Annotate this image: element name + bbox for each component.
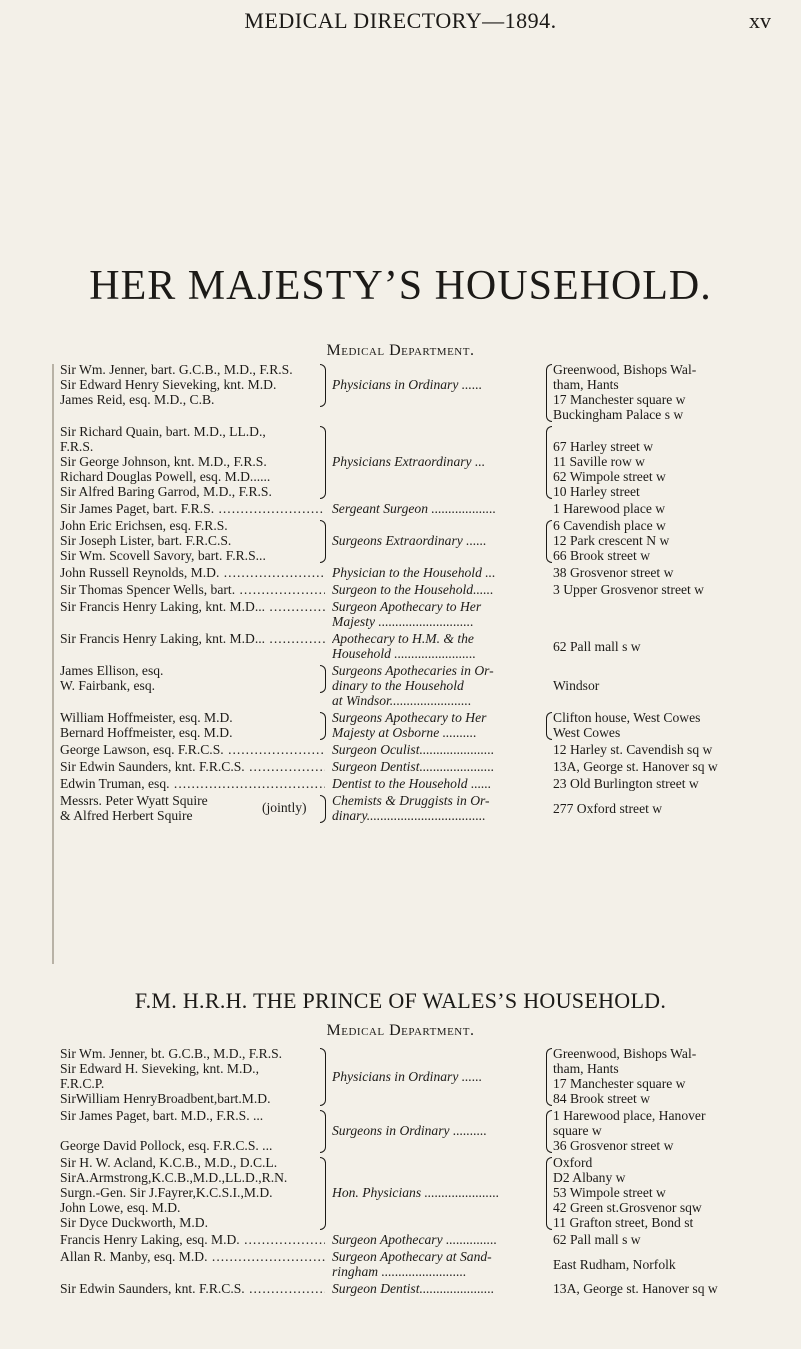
office-line: Dentist to the Household ...... <box>332 776 492 791</box>
practitioner-names <box>60 518 325 563</box>
practitioner-names <box>60 663 325 693</box>
practitioner-name: John Lowe, esq. M.D. <box>60 1200 181 1215</box>
address-line: 11 Grafton street, Bond st <box>553 1215 694 1230</box>
address-line: tham, Hants <box>553 377 619 392</box>
address-line: square w <box>553 1123 602 1138</box>
brace <box>320 1110 326 1153</box>
brace <box>320 1048 326 1106</box>
department-heading: Medical Department. <box>326 1022 475 1039</box>
address-line: 42 Green st.Grosvenor sqw <box>553 1200 702 1215</box>
address-line: 10 Harley street <box>553 484 640 499</box>
brace <box>320 665 326 693</box>
address-line: D2 Albany w <box>553 1170 626 1185</box>
address-line: 12 Harley st. Cavendish sq w <box>553 742 713 757</box>
office-line: Surgeon Apothecary at Sand- <box>332 1249 492 1264</box>
directory-entry <box>0 1232 801 1247</box>
address-line: West Cowes <box>553 725 621 740</box>
address <box>553 1281 798 1296</box>
practitioner-names <box>60 362 325 407</box>
address <box>553 518 798 563</box>
office-title <box>332 1069 550 1084</box>
practitioner-name: Messrs. Peter Wyatt Squire <box>60 793 208 808</box>
directory-entry <box>0 631 801 661</box>
practitioner-name: Sir Edward H. Sieveking, knt. M.D., <box>60 1061 259 1076</box>
practitioner-names <box>60 742 325 757</box>
address-line: Greenwood, Bishops Wal- <box>553 1046 697 1061</box>
address <box>553 362 798 422</box>
office-title <box>332 377 550 392</box>
practitioner-names <box>60 424 325 499</box>
household-table <box>0 1046 801 1298</box>
office-line: Majesty at Osborne .......... <box>332 725 477 740</box>
office-line: ringham ......................... <box>332 1264 467 1279</box>
practitioner-names <box>60 501 325 516</box>
address <box>553 565 798 580</box>
address-line <box>553 424 798 439</box>
practitioner-name <box>60 1123 325 1138</box>
practitioner-name: James Ellison, esq. <box>60 663 164 678</box>
brace <box>546 426 552 499</box>
address-line: 13A, George st. Hanover sq w <box>553 1281 718 1296</box>
office-title <box>332 533 550 548</box>
practitioner-name: Sir Francis Henry Laking, knt. M.D... ..... <box>60 599 325 614</box>
address <box>553 759 798 774</box>
practitioner-names <box>60 631 325 646</box>
directory-entry <box>0 1046 801 1106</box>
address <box>553 639 798 654</box>
address <box>553 1046 798 1106</box>
address <box>553 1257 798 1272</box>
office-line: at Windsor........................ <box>332 693 472 708</box>
address-line: Oxford <box>553 1155 593 1170</box>
office-title <box>332 1123 550 1138</box>
address <box>553 742 798 757</box>
directory-entry <box>0 663 801 708</box>
practitioner-name: Bernard Hoffmeister, esq. M.D. <box>60 725 233 740</box>
address-line: 277 Oxford street w <box>553 801 663 816</box>
directory-entry <box>0 776 801 791</box>
directory-entry <box>0 424 801 499</box>
directory-entry <box>0 1155 801 1230</box>
practitioner-name: James Reid, esq. M.D., C.B. <box>60 392 215 407</box>
practitioner-name: Sir Wm. Jenner, bart. G.C.B., M.D., F.R.S. <box>60 362 293 377</box>
practitioner-name: Sir Edwin Saunders, knt. F.R.C.S. ..... <box>60 759 325 774</box>
household-table <box>0 362 801 825</box>
office-title <box>332 759 550 774</box>
address <box>553 424 798 499</box>
office-line: Physicians in Ordinary ...... <box>332 1069 483 1084</box>
practitioner-name: Sir Richard Quain, bart. M.D., LL.D., <box>60 424 266 439</box>
directory-entry <box>0 582 801 597</box>
directory-entry <box>0 565 801 580</box>
office-line: Majesty ............................ <box>332 614 474 629</box>
office-title <box>332 663 550 708</box>
brace <box>320 520 326 563</box>
brace <box>546 712 552 740</box>
address-line: Buckingham Palace s w <box>553 407 684 422</box>
office-title <box>332 582 550 597</box>
practitioner-names <box>60 599 325 614</box>
office-title <box>332 599 550 629</box>
address-line: 1 Harewood place, Hanover <box>553 1108 706 1123</box>
address <box>553 582 798 597</box>
directory-entry <box>0 1108 801 1153</box>
practitioner-name: F.R.S. <box>60 439 94 454</box>
directory-entry <box>0 710 801 740</box>
practitioner-name: Edwin Truman, esq. ..... <box>60 776 325 791</box>
office-title <box>332 454 550 469</box>
address-line: Windsor <box>553 678 600 693</box>
brace <box>546 1157 552 1230</box>
practitioner-name: Sir Wm. Scovell Savory, bart. F.R.S... <box>60 548 266 563</box>
practitioner-name: F.R.C.P. <box>60 1076 105 1091</box>
address-line: 62 Pall mall s w <box>553 1232 641 1247</box>
directory-entry <box>0 759 801 774</box>
practitioner-name: SirWilliam HenryBroadbent,bart.M.D. <box>60 1091 271 1106</box>
address <box>553 1108 798 1153</box>
brace <box>320 795 326 823</box>
practitioner-name: John Russell Reynolds, M.D. ..... <box>60 565 325 580</box>
practitioner-names <box>60 1108 325 1153</box>
page-number: xv <box>749 8 771 33</box>
address-line: 67 Harley street w <box>553 439 654 454</box>
office-line: dinary to the Household <box>332 678 464 693</box>
practitioner-name: Sir H. W. Acland, K.C.B., M.D., D.C.L. <box>60 1155 278 1170</box>
address <box>553 678 798 693</box>
office-line: Surgeon Oculist...................... <box>332 742 495 757</box>
address-line: 13A, George st. Hanover sq w <box>553 759 718 774</box>
practitioner-names <box>60 1232 325 1247</box>
address-line: 62 Pall mall s w <box>553 639 641 654</box>
address-line: 53 Wimpole street w <box>553 1185 666 1200</box>
practitioner-name: George Lawson, esq. F.R.C.S. ..... <box>60 742 325 757</box>
office-line: Physician to the Household ... <box>332 565 496 580</box>
office-line: Household ........................ <box>332 646 476 661</box>
office-title <box>332 1281 550 1296</box>
practitioner-name: W. Fairbank, esq. <box>60 678 156 693</box>
address-line: 3 Upper Grosvenor street w <box>553 582 704 597</box>
practitioner-name: Sir Thomas Spencer Wells, bart. ..... <box>60 582 325 597</box>
practitioner-names <box>60 710 325 740</box>
practitioner-names <box>60 759 325 774</box>
running-title: MEDICAL DIRECTORY—1894. <box>244 8 557 33</box>
office-title <box>332 776 550 791</box>
practitioner-name: Sir James Paget, bart. M.D., F.R.S. ... <box>60 1108 264 1123</box>
section-title-her-majesty: HER MAJESTY’S HOUSEHOLD. <box>89 263 712 309</box>
practitioner-name: SirA.Armstrong,K.C.B.,M.D.,LL.D.,R.N. <box>60 1170 288 1185</box>
directory-entry <box>0 518 801 563</box>
office-title <box>332 631 550 661</box>
office-line: Surgeons Extraordinary ...... <box>332 533 487 548</box>
office-line: Surgeons in Ordinary .......... <box>332 1123 487 1138</box>
address-line: tham, Hants <box>553 1061 619 1076</box>
practitioner-name: Sir George Johnson, knt. M.D., F.R.S. <box>60 454 267 469</box>
brace <box>546 1110 552 1153</box>
office-line: Sergeant Surgeon ................... <box>332 501 496 516</box>
address-line: 6 Cavendish place w <box>553 518 666 533</box>
address <box>553 710 798 740</box>
address-line: 84 Brook street w <box>553 1091 651 1106</box>
office-title <box>332 793 550 823</box>
address-line: 17 Manchester square w <box>553 1076 686 1091</box>
address-line: East Rudham, Norfolk <box>553 1257 676 1272</box>
address-line: 38 Grosvenor street w <box>553 565 674 580</box>
jointly-note: (jointly) <box>262 800 307 815</box>
office-line: Surgeon Apothecary to Her <box>332 599 482 614</box>
practitioner-name: Sir Dyce Duckworth, M.D. <box>60 1215 208 1230</box>
address-line: 11 Saville row w <box>553 454 645 469</box>
office-line: dinary................................... <box>332 808 486 823</box>
address-line: 12 Park crescent N w <box>553 533 670 548</box>
address-line: 1 Harewood place w <box>553 501 666 516</box>
practitioner-names <box>60 582 325 597</box>
address-line: 17 Manchester square w <box>553 392 686 407</box>
address-line: 36 Grosvenor street w <box>553 1138 674 1153</box>
address <box>553 1155 798 1230</box>
office-line: Surgeon Dentist...................... <box>332 1281 495 1296</box>
office-line: Chemists & Druggists in Or- <box>332 793 490 808</box>
directory-entry <box>0 599 801 629</box>
brace <box>546 520 552 563</box>
practitioner-names <box>60 1249 325 1264</box>
running-header <box>0 6 801 36</box>
address <box>553 801 798 816</box>
practitioner-name: George David Pollock, esq. F.R.C.S. ... <box>60 1138 273 1153</box>
office-line: Surgeons Apothecary to Her <box>332 710 487 725</box>
brace <box>320 712 326 740</box>
practitioner-names <box>60 1155 325 1230</box>
practitioner-name: Richard Douglas Powell, esq. M.D...... <box>60 469 271 484</box>
practitioner-name: Francis Henry Laking, esq. M.D. ..... <box>60 1232 325 1247</box>
office-title <box>332 710 550 740</box>
practitioner-name: Sir Joseph Lister, bart. F.R.C.S. <box>60 533 232 548</box>
office-title <box>332 1249 550 1279</box>
practitioner-name: William Hoffmeister, esq. M.D. <box>60 710 233 725</box>
office-title <box>332 1185 550 1200</box>
brace <box>546 364 552 422</box>
address-line: 66 Brook street w <box>553 548 651 563</box>
practitioner-names <box>60 776 325 791</box>
section-title-prince-of-wales: F.M. H.R.H. THE PRINCE OF WALES’S HOUSEHOLD. <box>134 988 667 1013</box>
address-line: 62 Wimpole street w <box>553 469 666 484</box>
directory-entry <box>0 793 801 823</box>
practitioner-names <box>60 565 325 580</box>
brace <box>320 426 326 499</box>
practitioner-name: Sir Francis Henry Laking, knt. M.D... ..... <box>60 631 325 646</box>
practitioner-names <box>60 1281 325 1296</box>
office-line: Hon. Physicians ...................... <box>332 1185 500 1200</box>
practitioner-name: Sir Wm. Jenner, bt. G.C.B., M.D., F.R.S. <box>60 1046 283 1061</box>
address-line: 23 Old Burlington street w <box>553 776 699 791</box>
office-title <box>332 742 550 757</box>
practitioner-name: Surgn.-Gen. Sir J.Fayrer,K.C.S.I.,M.D. <box>60 1185 273 1200</box>
directory-entry <box>0 742 801 757</box>
directory-entry <box>0 1281 801 1296</box>
practitioner-name: Sir James Paget, bart. F.R.S. ..... <box>60 501 325 516</box>
address-line: Greenwood, Bishops Wal- <box>553 362 697 377</box>
brace <box>546 1048 552 1106</box>
practitioner-name: John Eric Erichsen, esq. F.R.S. <box>60 518 228 533</box>
address <box>553 1232 798 1247</box>
office-line: Physicians in Ordinary ...... <box>332 377 483 392</box>
directory-entry <box>0 1249 801 1279</box>
office-title <box>332 1232 550 1247</box>
office-line: Surgeon Dentist...................... <box>332 759 495 774</box>
office-line: Surgeons Apothecaries in Or- <box>332 663 494 678</box>
practitioner-name: Sir Alfred Baring Garrod, M.D., F.R.S. <box>60 484 272 499</box>
brace <box>320 1157 326 1230</box>
practitioner-name: Sir Edward Henry Sieveking, knt. M.D. <box>60 377 277 392</box>
office-line: Surgeon Apothecary ............... <box>332 1232 497 1247</box>
directory-entry <box>0 362 801 422</box>
address <box>553 776 798 791</box>
department-heading: Medical Department. <box>326 342 475 359</box>
office-title <box>332 501 550 516</box>
office-title <box>332 565 550 580</box>
brace <box>320 364 326 407</box>
address <box>553 501 798 516</box>
office-line: Surgeon to the Household...... <box>332 582 494 597</box>
address-line: Clifton house, West Cowes <box>553 710 701 725</box>
practitioner-names <box>60 1046 325 1106</box>
practitioner-name: Sir Edwin Saunders, knt. F.R.C.S. ..... <box>60 1281 325 1296</box>
office-line: Physicians Extraordinary ... <box>332 454 486 469</box>
practitioner-name: & Alfred Herbert Squire <box>60 808 193 823</box>
office-line: Apothecary to H.M. & the <box>332 631 474 646</box>
practitioner-name: Allan R. Manby, esq. M.D. ..... <box>60 1249 325 1264</box>
directory-entry <box>0 501 801 516</box>
